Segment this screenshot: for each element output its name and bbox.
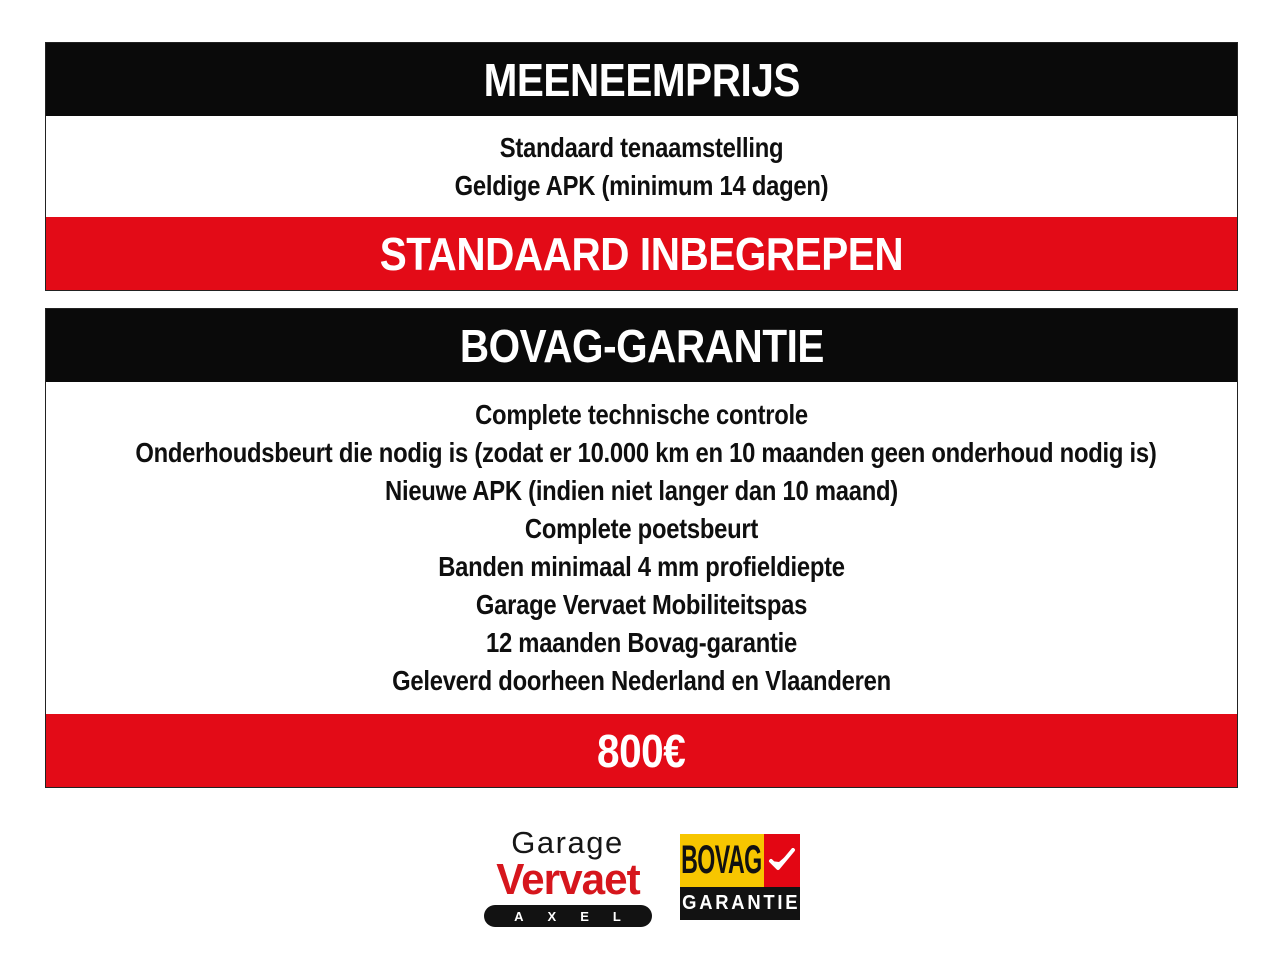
bovag-line-3: Nieuwe APK (indien niet langer dan 10 maand) bbox=[385, 475, 898, 506]
bovag-line-6: Garage Vervaet Mobiliteitspas bbox=[475, 589, 808, 620]
meeneemprijs-line-2: Geldige APK (minimum 14 dagen) bbox=[454, 169, 829, 201]
bovag-line-8: Geleverd doorheen Nederland en Vlaanderen bbox=[392, 665, 891, 696]
price-bar bbox=[46, 714, 1237, 787]
bovag-garantie-logo bbox=[680, 834, 800, 920]
bovag-garantie-body bbox=[46, 382, 1237, 714]
bovag-line-7: 12 maanden Bovag-garantie bbox=[485, 627, 798, 658]
axel-badge bbox=[484, 905, 652, 927]
bovag-garantie-title: BOVAG-GARANTIE bbox=[459, 319, 824, 372]
bovag-line-1: Complete technische controle bbox=[475, 399, 808, 430]
bovag-logo-red-panel bbox=[764, 834, 800, 887]
meeneemprijs-section bbox=[45, 42, 1238, 291]
logos-row bbox=[45, 826, 1238, 927]
bovag-logo-garantie-label: GARANTIE bbox=[681, 891, 801, 914]
meeneemprijs-body bbox=[46, 116, 1237, 217]
meeneemprijs-title: MEENEEMPRIJS bbox=[483, 53, 800, 106]
meeneemprijs-line-1: Standaard tenaamstelling bbox=[499, 131, 784, 163]
meeneemprijs-header-bar bbox=[46, 43, 1237, 116]
garage-vervaet-logo-line1: Garage bbox=[511, 825, 624, 860]
bovag-garantie-section bbox=[45, 308, 1238, 788]
bovag-logo-bottom bbox=[680, 887, 800, 920]
garage-vervaet-logo bbox=[484, 826, 652, 927]
bovag-garantie-header-bar bbox=[46, 309, 1237, 382]
bovag-logo-top bbox=[680, 834, 800, 887]
garage-vervaet-logo-line2: Vervaet bbox=[495, 855, 640, 904]
standaard-inbegrepen-bar bbox=[46, 217, 1237, 290]
bovag-line-5: Banden minimaal 4 mm profieldiepte bbox=[438, 551, 845, 582]
checkmark-icon bbox=[768, 848, 796, 872]
axel-badge-label: AXEL bbox=[514, 908, 645, 924]
standaard-inbegrepen-label: STANDAARD INBEGREPEN bbox=[379, 227, 904, 280]
bovag-logo-yellow-panel bbox=[680, 834, 764, 887]
bovag-line-2: Onderhoudsbeurt die nodig is (zodat er 10.000 km en 10 maanden geen onderhoud nodig is) bbox=[135, 437, 1157, 468]
bovag-logo-wordmark: BOVAG bbox=[681, 837, 762, 882]
bovag-line-4: Complete poetsbeurt bbox=[524, 513, 759, 544]
price-warranty-card bbox=[45, 42, 1238, 927]
price-value: 800€ bbox=[597, 724, 686, 777]
